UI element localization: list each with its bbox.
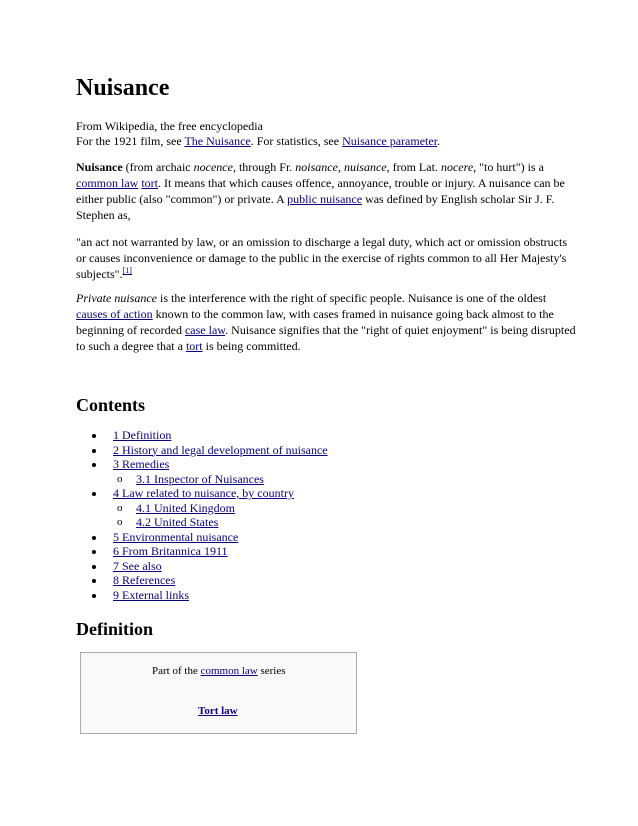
hatnote-text: For the 1921 film, see <box>76 134 185 148</box>
toc-item <box>76 443 328 458</box>
toc-item <box>76 559 328 574</box>
intro-text: . It means that which causes offence, annoyance, trouble or injury. A nuisance can be either public (also "common") or private. A <box>76 176 565 206</box>
link-case-law[interactable]: case law <box>184 323 226 337</box>
toc-item <box>76 515 328 530</box>
intro-italic: nocence <box>193 160 233 174</box>
link-tort-2[interactable]: tort <box>185 339 203 353</box>
reference-link[interactable]: [1] <box>122 266 132 275</box>
private-text: . Nuisance signifies that the "right of quiet enjoyment" is being disrupted to such a degree that a <box>76 323 576 353</box>
toc-link[interactable]: 4 Law related to nuisance, by country <box>113 486 294 500</box>
toc-link[interactable]: 8 References <box>113 573 176 587</box>
intro-text: , through Fr. <box>232 160 296 174</box>
bullet-icon <box>92 449 96 453</box>
hatnote-text: . For statistics, see <box>250 134 343 148</box>
toc-link[interactable]: 4.1 United Kingdom <box>136 500 235 515</box>
private-text: is being committed. <box>202 339 301 353</box>
toc-link[interactable]: 1 Definition <box>113 428 172 442</box>
toc-link[interactable]: 6 From Britannica 1911 <box>113 544 228 558</box>
toc-link[interactable]: 2 History and legal development of nuisance <box>113 442 328 457</box>
series-text: series <box>257 665 286 677</box>
hatnote <box>76 133 576 149</box>
page-title: Nuisance <box>76 75 170 101</box>
toc-item <box>76 588 328 603</box>
link-common-law-series[interactable]: common law <box>200 665 258 677</box>
toc-item <box>76 472 328 487</box>
bullet-icon <box>92 434 96 438</box>
link-tort[interactable]: tort <box>141 176 158 190</box>
bullet-icon <box>92 536 96 540</box>
toc-item <box>76 573 328 588</box>
circle-bullet-icon: o <box>117 516 123 528</box>
toc-item <box>76 457 328 472</box>
toc-link[interactable]: 7 See also <box>113 558 162 573</box>
toc-item <box>76 428 328 443</box>
link-causes-of-action[interactable]: causes of action <box>76 307 153 321</box>
intro-italic: nuisance <box>343 160 387 174</box>
intro-text: (from archaic <box>122 160 194 174</box>
subtitle: From Wikipedia, the free encyclopedia <box>76 119 263 133</box>
toc-item <box>76 530 328 545</box>
bullet-icon <box>92 565 96 569</box>
definition-heading: Definition <box>76 619 154 639</box>
private-text: is the interference with the right of specific people. Nuisance is one of the oldest <box>156 291 547 305</box>
bullet-icon <box>92 492 96 496</box>
link-the-nuisance[interactable]: The Nuisance <box>184 134 251 148</box>
hatnote-text: . <box>437 134 441 148</box>
private-text: known to the common law, with cases framed in nuisance going back almost to the beginning of recorded <box>76 307 554 337</box>
bullet-icon <box>92 579 96 583</box>
toc-link[interactable]: 4.2 United States <box>136 515 219 529</box>
toc-link[interactable]: 3 Remedies <box>113 457 170 471</box>
toc-link[interactable]: 5 Environmental nuisance <box>113 529 239 544</box>
intro-italic: noisance <box>295 160 338 174</box>
toc-item <box>76 486 328 501</box>
quote-text: "an act not warranted by law, or an omission to discharge a legal duty, which act or omission obstructs or causes inconvenience or damage to the public in the exercise of rights common to all Her Majesty's subjects". <box>76 235 568 281</box>
toc-link[interactable]: 3.1 Inspector of Nuisances <box>136 471 264 486</box>
link-common-law[interactable]: common law <box>76 176 139 190</box>
series-infobox <box>80 652 357 734</box>
term-bold: Nuisance <box>76 160 123 174</box>
circle-bullet-icon: o <box>117 501 123 514</box>
toc-item <box>76 544 328 559</box>
contents-heading: Contents <box>76 395 146 415</box>
intro-text: , "to hurt") is a <box>473 160 544 174</box>
quote-paragraph <box>76 234 576 282</box>
link-nuisance-parameter[interactable]: Nuisance parameter <box>342 134 438 148</box>
table-of-contents <box>76 428 328 602</box>
intro-italic: nocere <box>440 160 474 174</box>
bullet-icon <box>92 594 96 598</box>
intro-text: , from Lat. <box>386 160 441 174</box>
bullet-icon <box>92 550 96 554</box>
private-nuisance-paragraph <box>76 290 576 354</box>
link-tort-law[interactable]: Tort law <box>198 705 238 717</box>
intro-paragraph <box>76 159 576 223</box>
private-nuisance-italic: Private nuisance <box>76 291 157 305</box>
intro-text: , <box>337 160 344 174</box>
series-caption <box>152 665 286 677</box>
series-text: Part of the <box>152 665 201 677</box>
circle-bullet-icon: o <box>117 472 123 485</box>
toc-item <box>76 501 328 516</box>
bullet-icon <box>92 463 96 467</box>
toc-link[interactable]: 9 External links <box>113 587 189 602</box>
link-public-nuisance[interactable]: public nuisance <box>287 192 363 206</box>
intro-text: was defined by English scholar Sir J. F. Stephen as, <box>76 192 555 222</box>
